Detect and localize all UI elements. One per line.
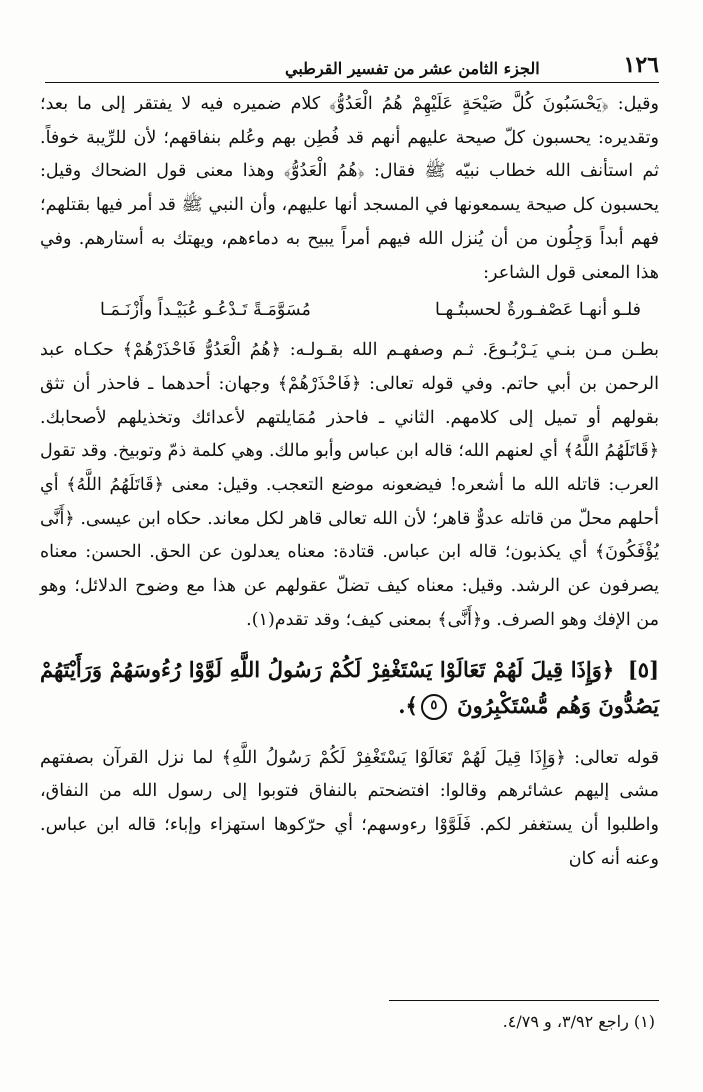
poem-second-hemistich: مُسَوَّمَـةً تَـدْعُـو عُبَيْـداً وأَزْنَـمَـا xyxy=(100,300,311,321)
page-number: ١٢٦ xyxy=(623,52,659,78)
poem-first-hemistich: فلـو أنهـا عَصْفـورةٌ لحسبتُـهـا xyxy=(435,300,641,321)
page-header xyxy=(45,44,659,83)
quran-verse-text: ﴿وَإِذَا قِيلَ لَهُمْ تَعَالَوْا يَسْتَغْفِرْ لَكُمْ رَسُولُ اللَّهِ لَوَّوْا رُءُوسَهُمْ وَرَأَيْتَهُمْ يَصُدُّونَ وَهُم مُّسْتَكْبِرُونَ xyxy=(40,656,659,718)
page-body xyxy=(40,88,659,876)
paragraph-3: قوله تعالى: ﴿وَإِذَا قِيلَ لَهُمْ تَعَالَوْا يَسْتَغْفِرْ لَكُمْ رَسُولُ اللَّهِ﴾ لما نزل القرآن بصفتهم مشى إليهم عشائرهم وقالوا: افتضحتم بالنفاق فتوبوا إلى رسول الله من النفاق، واطلبوا أن يستغفر لكم. فَلَوَّوْا رءوسهم؛ أي حرّكوها استهزاء وإباء؛ قاله ابن عباس. وعنه أنه كان xyxy=(40,747,659,869)
verse-number: [٥] xyxy=(627,656,660,682)
paragraph-2: بطـن مـن بنـي يَـرْبُـوعَ. ثـم وصفهـم الله بقـولـه: ﴿هُمُ الْعَدُوُّ فَاحْذَرْهُمْ﴾ حكـاه عبد الرحمن بن أبي حاتم. وفي قوله تعالى: ﴿فَاحْذَرْهُمْ﴾ وجهان: أحدهما ـ فاحذر أن تثق بقولهم أو تميل إلى كلامهم. الثاني ـ فاحذر مُمَايلتهم لأعدائك وتخذيلهم لأصحابك. ﴿قَاتَلَهُمُ اللَّهُ﴾ أي لعنهم الله؛ قاله ابن عباس وأبو مالك. وهي كلمة ذمّ وتوبيخ. وقد تقول العرب: قاتله الله ما أشعره! فيضعونه موضع التعجب. وقيل: معنى ﴿قَاتَلَهُمُ اللَّهُ﴾ أي أحلهم محلّ من قاتله عدوٌّ قاهر؛ لأن الله تعالى قاهر لكل معاند. حكاه ابن عيسى. ﴿أَنَّى يُؤْفَكُونَ﴾ أي يكذبون؛ قاله ابن عباس. قتادة: معناه يعدلون عن الحق. الحسن: معناه يصرفون عن الرشد. وقيل: معناه كيف تضلّ عقولهم عن هذا مع وضوح الدلائل؛ وهو من الإفك وهو الصرف. و﴿أَنَّى﴾ بمعنى كيف؛ وقد تقدم(١). xyxy=(40,340,659,630)
footnote-divider xyxy=(389,1000,659,1001)
running-title: الجزء الثامن عشر من تفسير القرطبي xyxy=(285,59,540,78)
paragraph-1: وقيل: ﴿يَحْسَبُونَ كُلَّ صَيْحَةٍ عَلَيْهِمْ هُمُ الْعَدُوُّ﴾ كلام ضميره فيه لا يفتقر إلى ما بعد؛ وتقديره: يحسبون كلّ صيحة عليهم أنهم قد فُطِن بهم وعُلم بنفاقهم؛ لأن للرِّيبة خوفاً. ثم استأنف الله خطاب نبيّه ﷺ فقال: ﴿هُمُ الْعَدُوُّ﴾ وهذا معنى قول الضحاك وقيل: يحسبون كل صيحة يسمعونها في المسجد أنها عليهم، وأن النبي ﷺ قد أمر فيها بقتلهم؛ فهم أبداً وَجِلُون من أن يُنزل الله فيهم أمراً يبيح به دماءهم، ويهتك به أستارهم. وفي هذا المعنى قول الشاعر: xyxy=(40,94,659,283)
quran-verse-block xyxy=(40,652,659,724)
ayah-end-icon: ٥ xyxy=(421,694,447,720)
verse-close: ﴾. xyxy=(398,692,418,718)
poem-verse xyxy=(40,290,659,334)
footnote: (١) راجع ٣/٩٢، و ٤/٧٩. xyxy=(502,1012,655,1031)
